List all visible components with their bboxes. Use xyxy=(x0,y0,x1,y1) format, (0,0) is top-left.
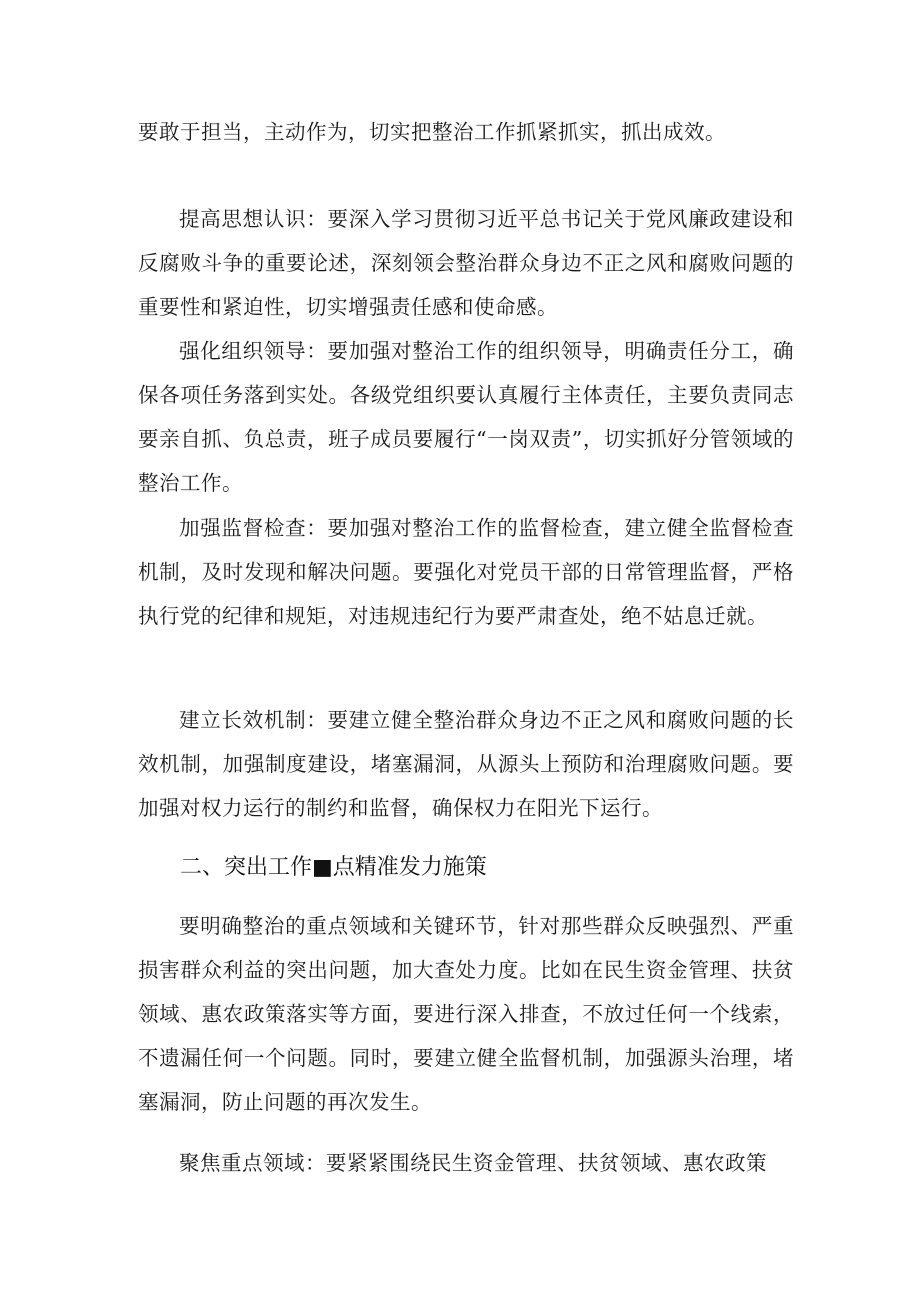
paragraph-key-areas: 要明确整治的重点领域和关键环节，针对那些群众反映强烈、严重损害群众利益的突出问题，加大查处力度。比如在民生资金管理、扶贫领域、惠农政策落实等方面，要进行深入排查，不放过任何一个线索，不遗漏任何一个问题。同时，要建立健全监督机制，加强源头治理，堵塞漏洞，防止问题的再次发生。 xyxy=(138,914,794,1114)
section-heading: 二、突出工作■点精准发力施策 xyxy=(180,855,487,880)
paragraph-focus-fields: 聚焦重点领域：要紧紧围绕民生资金管理、扶贫领域、惠农政策 xyxy=(179,1151,767,1175)
paragraph-supervision: 加强监督检查：要加强对整治工作的监督检查，建立健全监督检查机制，及时发现和解决问题。要强化对党员干部的日常管理监督，严格执行党的纪律和规矩，对违规违纪行为要严肃查处，绝不姑息迁就。 xyxy=(138,516,794,628)
paragraph-leadership: 强化组织领导：要加强对整治工作的组织领导，明确责任分工，确保各项任务落到实处。各级党组织要认真履行主体责任，主要负责同志要亲自抓、负总责，班子成员要履行“一岗双责”，切实抓好分管领域的整治工作。 xyxy=(138,339,794,495)
paragraph-mechanism: 建立长效机制：要建立健全整治群众身边不正之风和腐败问题的长效机制，加强制度建设，堵塞漏洞，从源头上预防和治理腐败问题。要加强对权力运行的制约和监督，确保权力在阳光下运行。 xyxy=(138,708,794,820)
paragraph-continuation: 要敢于担当，主动作为，切实把整治工作抓紧抓实，抓出成效。 xyxy=(138,120,726,144)
paragraph-thinking: 提高思想认识：要深入学习贯彻习近平总书记关于党风廉政建设和反腐败斗争的重要论述，深刻领会整治群众身边不正之风和腐败问题的重要性和紧迫性，切实增强责任感和使命感。 xyxy=(138,207,794,319)
